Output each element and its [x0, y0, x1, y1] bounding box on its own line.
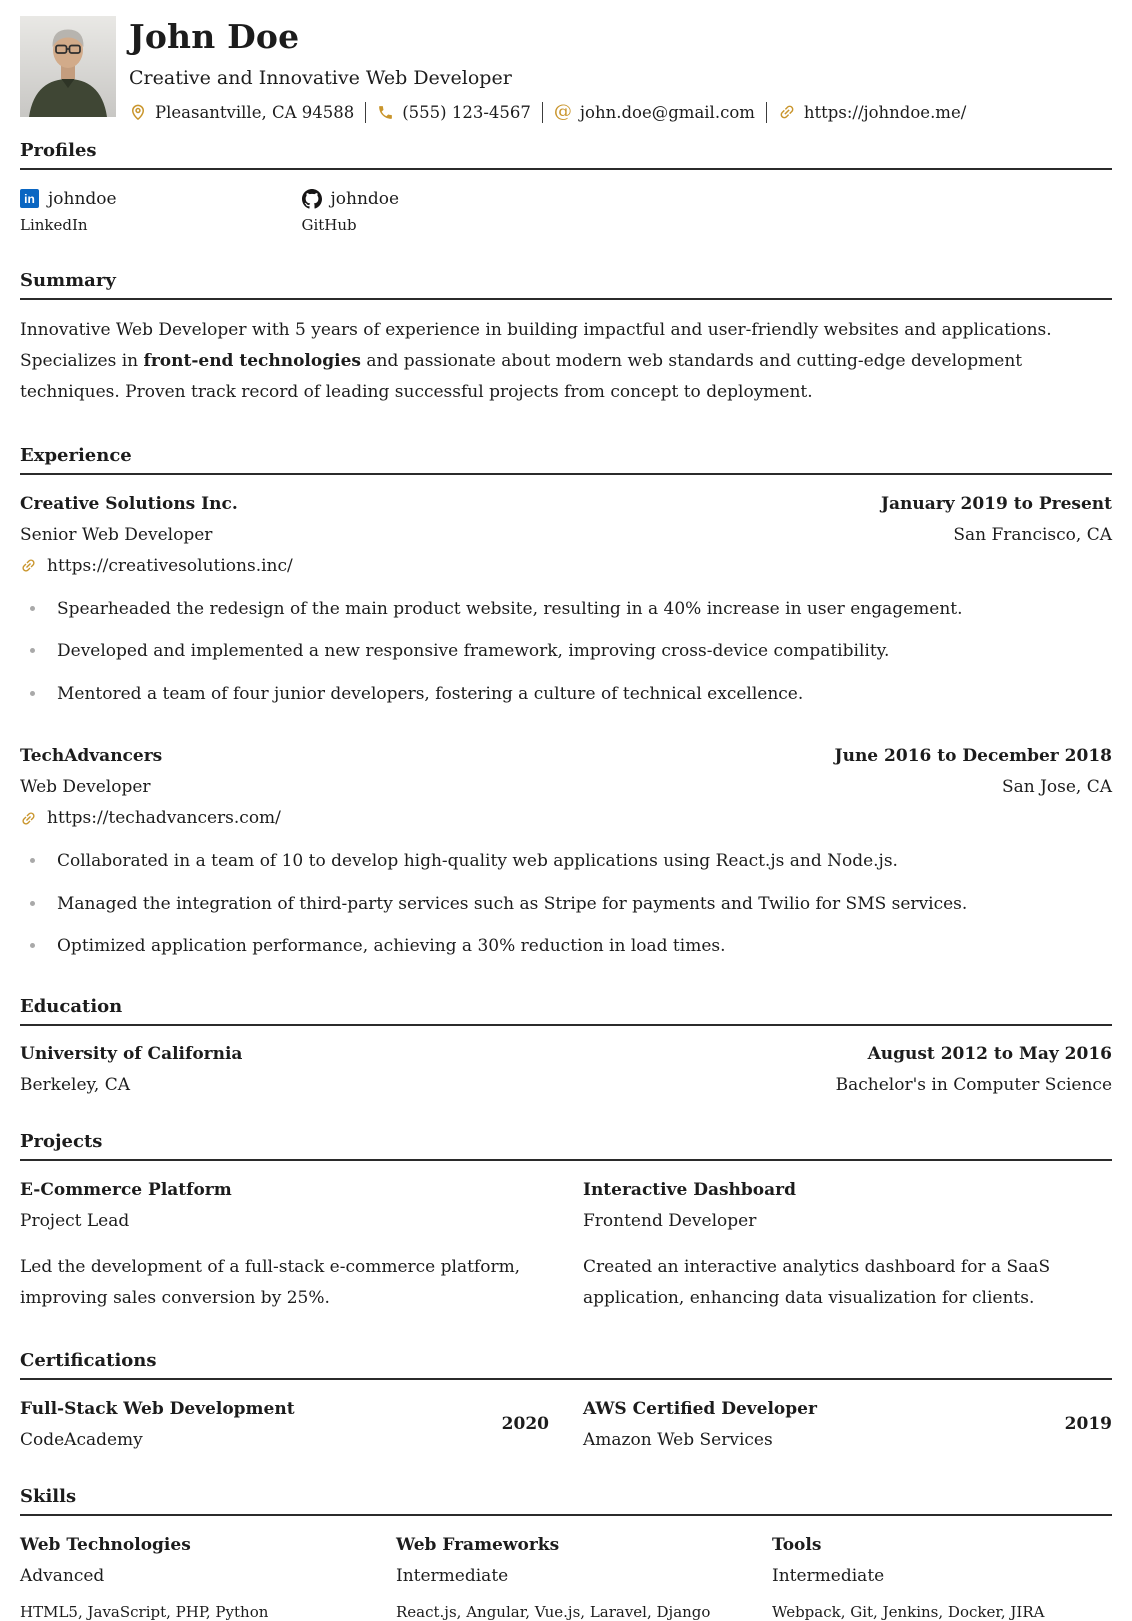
experience-sub-row	[20, 777, 1112, 797]
profile-network: LinkedIn	[20, 215, 88, 234]
contact-website[interactable]	[778, 103, 966, 122]
section-rule	[20, 1378, 1112, 1380]
headline: Creative and Innovative Web Developer	[129, 66, 512, 89]
contact-row	[129, 102, 966, 123]
at-icon: @	[553, 101, 572, 123]
section-title: Profiles	[20, 139, 97, 161]
project-description: Created an interactive analytics dashboard for a SaaS application, enhancing data visualization for clients.	[583, 1256, 1051, 1308]
project-item	[20, 1180, 549, 1314]
company-location: San Jose, CA	[1001, 777, 1112, 798]
header	[20, 16, 1112, 123]
skill-keywords: HTML5, JavaScript, PHP, Python	[20, 1602, 269, 1621]
summary-part1: Innovative Web Developer with 5 years of experience in building impactful and user-friendly websites and applications. Specializes in	[20, 319, 1052, 372]
company-url-row	[20, 808, 1112, 828]
section-title: Projects	[20, 1130, 103, 1152]
header-text	[129, 16, 966, 123]
certification-year: 2020	[501, 1414, 549, 1435]
company-url-row	[20, 556, 1112, 576]
section-rule	[20, 1159, 1112, 1161]
bullet-item: Optimized application performance, achieving a 30% reduction in load times.	[20, 934, 1112, 960]
skill-level: Advanced	[20, 1565, 105, 1586]
section-title: Experience	[20, 444, 132, 466]
section-rule	[20, 298, 1112, 300]
certification-text	[20, 1399, 295, 1450]
bullet-item: Mentored a team of four junior developers, fostering a culture of technical excellence.	[20, 682, 1112, 708]
section-projects	[20, 1131, 1112, 1314]
experience-head-row	[20, 494, 1112, 514]
summary-part2: and passionate about modern web standards and cutting-edge development techniques. Proven track record of leading successful projects from concept to deployment.	[20, 351, 1023, 403]
skills-grid	[20, 1535, 1112, 1621]
skill-level: Intermediate	[396, 1565, 509, 1586]
project-description: Led the development of a full-stack e-commerce platform, improving sales conversion by 25%.	[20, 1256, 521, 1308]
company-url[interactable]: https://creativesolutions.inc/	[47, 555, 293, 576]
contact-phone	[377, 103, 531, 122]
linkedin-icon: in	[20, 189, 39, 208]
link-icon	[774, 100, 799, 125]
certification-item	[20, 1399, 549, 1450]
certification-issuer: Amazon Web Services	[583, 1429, 773, 1450]
section-profiles	[20, 140, 1112, 234]
link-icon	[16, 554, 40, 578]
company-name: TechAdvancers	[20, 746, 163, 767]
section-rule	[20, 473, 1112, 475]
website-text[interactable]: https://johndoe.me/	[803, 102, 967, 122]
email-text[interactable]: john.doe@gmail.com	[579, 102, 755, 122]
location-pin-icon	[129, 103, 147, 121]
position-title: Senior Web Developer	[20, 524, 213, 545]
bullet-item: Managed the integration of third-party services such as Stripe for payments and Twilio for SMS services.	[20, 892, 1112, 918]
education-head-row	[20, 1044, 1112, 1064]
profile-username[interactable]: johndoe	[48, 188, 117, 209]
profiles-grid	[20, 189, 1112, 234]
project-name: E-Commerce Platform	[20, 1179, 232, 1200]
certification-item	[583, 1399, 1112, 1450]
location-text: Pleasantville, CA 94588	[155, 102, 355, 122]
summary-text	[20, 315, 1112, 409]
contact-separator	[542, 102, 543, 123]
skill-name: Web Frameworks	[396, 1534, 560, 1555]
certifications-grid	[20, 1399, 1112, 1450]
avatar	[20, 16, 116, 117]
skill-item	[20, 1535, 360, 1621]
skill-item	[772, 1535, 1112, 1621]
profile-linkedin	[20, 189, 268, 234]
contact-email[interactable]	[554, 103, 755, 122]
degree: Bachelor's in Computer Science	[835, 1074, 1112, 1095]
bullet-item: Collaborated in a team of 10 to develop high-quality web applications using React.js and Node.js.	[20, 849, 1112, 875]
education-sub-row	[20, 1075, 1112, 1095]
project-name: Interactive Dashboard	[583, 1179, 796, 1200]
contact-location	[129, 103, 354, 122]
contact-separator	[766, 102, 767, 123]
experience-item	[20, 494, 1112, 708]
summary-bold-phrase: front-end technologies	[143, 351, 361, 372]
experience-bullets	[20, 597, 1112, 708]
skill-level: Intermediate	[772, 1565, 885, 1586]
education-item	[20, 1044, 1112, 1095]
section-title: Skills	[20, 1485, 77, 1507]
section-rule	[20, 168, 1112, 170]
bullet-item: Developed and implemented a new responsive framework, improving cross-device compatibility.	[20, 639, 1112, 665]
certification-name: Full-Stack Web Development	[20, 1398, 295, 1419]
experience-item	[20, 746, 1112, 960]
projects-grid	[20, 1180, 1112, 1314]
profile-top	[20, 189, 268, 209]
certification-text	[583, 1399, 817, 1450]
section-certifications	[20, 1350, 1112, 1450]
project-item	[583, 1180, 1112, 1314]
experience-head-row	[20, 746, 1112, 766]
person-name: John Doe	[129, 17, 300, 56]
profile-top	[302, 189, 550, 209]
position-title: Web Developer	[20, 777, 151, 798]
certification-issuer: CodeAcademy	[20, 1429, 143, 1450]
date-range: January 2019 to Present	[880, 493, 1112, 514]
link-icon	[16, 806, 40, 830]
school-name: University of California	[20, 1043, 243, 1064]
certification-name: AWS Certified Developer	[583, 1398, 817, 1419]
bullet-item: Spearheaded the redesign of the main product website, resulting in a 40% increase in user engagement.	[20, 597, 1112, 623]
certification-year: 2019	[1064, 1414, 1112, 1435]
experience-bullets	[20, 849, 1112, 960]
profile-github	[302, 189, 550, 234]
section-experience	[20, 445, 1112, 960]
contact-separator	[365, 102, 366, 123]
section-rule	[20, 1514, 1112, 1516]
phone-text: (555) 123-4567	[402, 102, 531, 122]
phone-icon	[377, 104, 394, 121]
section-title: Summary	[20, 269, 116, 291]
company-name: Creative Solutions Inc.	[20, 493, 238, 514]
date-range: June 2016 to December 2018	[834, 746, 1112, 767]
section-skills	[20, 1486, 1112, 1621]
profile-username[interactable]: johndoe	[330, 188, 400, 209]
section-rule	[20, 1024, 1112, 1026]
section-education	[20, 996, 1112, 1095]
school-location: Berkeley, CA	[20, 1074, 130, 1095]
section-title: Education	[20, 995, 123, 1017]
section-summary	[20, 270, 1112, 409]
skill-name: Web Technologies	[20, 1534, 191, 1555]
skill-name: Tools	[772, 1534, 822, 1555]
profile-network: GitHub	[301, 215, 357, 234]
project-role: Frontend Developer	[583, 1210, 757, 1231]
company-location: San Francisco, CA	[953, 524, 1112, 545]
skill-keywords: React.js, Angular, Vue.js, Laravel, Django	[396, 1602, 711, 1621]
section-title: Certifications	[20, 1349, 157, 1371]
skill-item	[396, 1535, 736, 1621]
experience-sub-row	[20, 525, 1112, 545]
skill-keywords: Webpack, Git, Jenkins, Docker, JIRA	[772, 1602, 1045, 1621]
company-url[interactable]: https://techadvancers.com/	[47, 808, 281, 829]
project-role: Project Lead	[20, 1210, 130, 1231]
github-icon	[302, 189, 322, 209]
date-range: August 2012 to May 2016	[867, 1043, 1112, 1064]
